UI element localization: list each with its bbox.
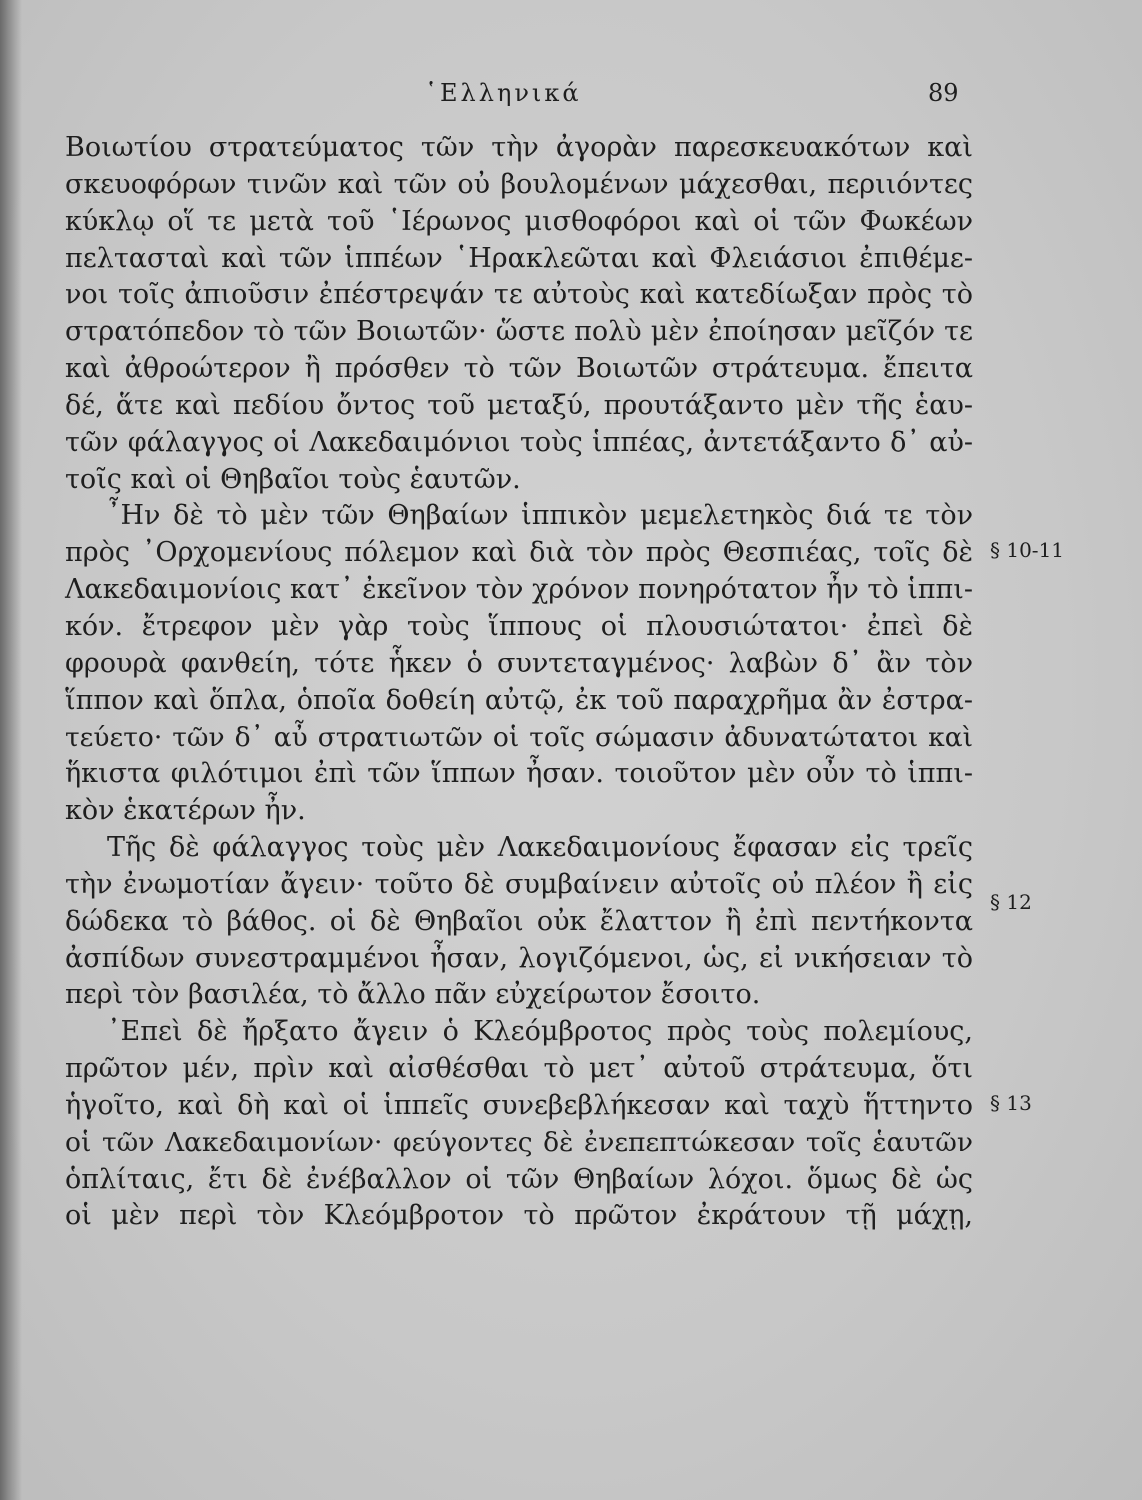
page-number: 89: [928, 79, 959, 107]
text-line: δώδεκα τὸ βάθος. οἱ δὲ Θηβαῖοι οὐκ ἔλαττον ἢ ἐπὶ πεντήκοντα: [65, 905, 973, 937]
section-reference: § 12: [990, 890, 1032, 914]
text-line: τεύετο· τῶν δ᾽ αὖ στρατιωτῶν οἱ τοῖς σώμασιν ἀδυνατώτατοι καὶ: [65, 721, 973, 753]
text-line: οἱ τῶν Λακεδαιμονίων· φεύγοντες δὲ ἐνεπεπτώκεσαν τοῖς ἑαυτῶν: [65, 1126, 973, 1158]
text-line: πελτασταὶ καὶ τῶν ἱππέων ῾Ηρακλεῶται καὶ Φλειάσιοι ἐπιθέμε-: [65, 242, 973, 274]
text-line: κύκλῳ οἵ τε μετὰ τοῦ ῾Ιέρωνος μισθοφόροι καὶ οἱ τῶν Φωκέων: [65, 205, 973, 237]
text-line: περὶ τὸν βασιλέα, τὸ ἄλλο πᾶν εὐχείρωτον ἔσοιτο.: [65, 979, 761, 1011]
running-title: ῾Ελληνικά: [425, 79, 582, 107]
text-line: οἱ μὲν περὶ τὸν Κλεόμβροτον τὸ πρῶτον ἐκράτουν τῇ μάχῃ,: [65, 1200, 973, 1232]
text-line: πρῶτον μέν, πρὶν καὶ αἰσθέσθαι τὸ μετ᾽ αὐτοῦ στράτευμα, ὅτι: [65, 1053, 973, 1085]
text-line: τὴν ἐνωμοτίαν ἄγειν· τοῦτο δὲ συμβαίνειν αὐτοῖς οὐ πλέον ἢ εἰς: [65, 868, 973, 900]
text-line: ἥκιστα φιλότιμοι ἐπὶ τῶν ἵππων ἦσαν. τοιοῦτον μὲν οὖν τὸ ἱππι-: [65, 758, 973, 790]
text-line: νοι τοῖς ἀπιοῦσιν ἐπέστρεψάν τε αὐτοὺς καὶ κατεδίωξαν πρὸς τὸ: [65, 279, 973, 311]
text-line: καὶ ἀθροώτερον ἢ πρόσθεν τὸ τῶν Βοιωτῶν στράτευμα. ἔπειτα: [65, 353, 973, 385]
paragraph-start-line: ᾽Επεὶ δὲ ἤρξατο ἄγειν ὁ Κλεόμβροτος πρὸς τοὺς πολεμίους,: [107, 1016, 973, 1048]
text-line: Βοιωτίου στρατεύματος τῶν τὴν ἀγορὰν παρεσκευακότων καὶ: [65, 132, 973, 163]
text-line: κόν. ἔτρεφον μὲν γὰρ τοὺς ἵππους οἱ πλουσιώτατοι· ἐπεὶ δὲ: [65, 610, 973, 642]
paragraph-start-line: ῏Ην δὲ τὸ μὲν τῶν Θηβαίων ἱππικὸν μεμελετηκὸς διά τε τὸν: [107, 500, 973, 532]
binding-edge: [0, 0, 22, 1500]
paragraph-start-line: Τῆς δὲ φάλαγγος τοὺς μὲν Λακεδαιμονίους ἔφασαν εἰς τρεῖς: [107, 832, 973, 864]
text-line: φρουρὰ φανθείη, τότε ἧκεν ὁ συντεταγμένος· λαβὼν δ᾽ ἂν τὸν: [65, 647, 973, 679]
text-line: τοῖς καὶ οἱ Θηβαῖοι τοὺς ἑαυτῶν.: [65, 463, 521, 495]
text-line: ὁπλίταις, ἔτι δὲ ἐνέβαλλον οἱ τῶν Θηβαίων λόχοι. ὅμως δὲ ὡς: [65, 1163, 973, 1195]
section-reference: § 10-11: [990, 538, 1065, 562]
text-line: Λακεδαιμονίοις κατ᾽ ἐκεῖνον τὸν χρόνον πονηρότατον ἦν τὸ ἱππι-: [65, 574, 973, 606]
text-line: πρὸς ᾽Ορχομενίους πόλεμον καὶ διὰ τὸν πρὸς Θεσπιέας, τοῖς δὲ: [65, 537, 973, 569]
text-line: ἀσπίδων συνεστραμμένοι ἦσαν, λογιζόμενοι, ὡς, εἰ νικήσειαν τὸ: [65, 942, 973, 974]
text-line: σκευοφόρων τινῶν καὶ τῶν οὐ βουλομένων μάχεσθαι, περιιόντες: [65, 168, 973, 200]
text-line: δέ, ἅτε καὶ πεδίου ὄντος τοῦ μεταξύ, προυτάξαντο μὲν τῆς ἑαυ-: [65, 389, 973, 421]
body-text: [65, 130, 973, 1235]
text-line: ἵππον καὶ ὅπλα, ὁποῖα δοθείη αὐτῷ, ἐκ τοῦ παραχρῆμα ἂν ἐστρα-: [65, 684, 973, 716]
section-reference: § 13: [990, 1091, 1032, 1115]
text-line: τῶν φάλαγγος οἱ Λακεδαιμόνιοι τοὺς ἱππέας, ἀντετάξαντο δ᾽ αὐ-: [65, 426, 973, 458]
text-line: κὸν ἑκατέρων ἦν.: [65, 795, 306, 827]
text-line: στρατόπεδον τὸ τῶν Βοιωτῶν· ὥστε πολὺ μὲν ἐποίησαν μεῖζόν τε: [65, 316, 973, 348]
text-line: ἡγοῖτο, καὶ δὴ καὶ οἱ ἱππεῖς συνεβεβλήκεσαν καὶ ταχὺ ἥττηντο: [65, 1089, 973, 1121]
running-head: [0, 76, 1142, 116]
